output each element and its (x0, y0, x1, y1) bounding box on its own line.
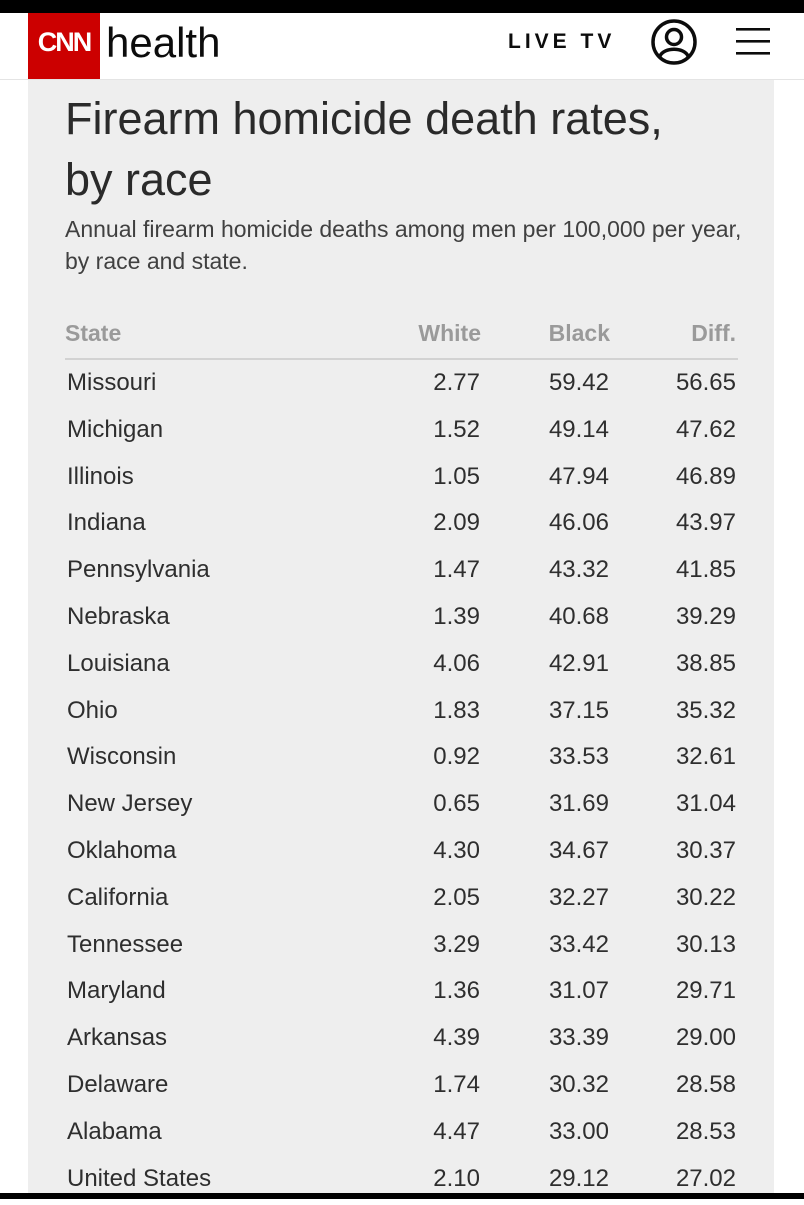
cell-black: 30.32 (548, 1070, 609, 1098)
cell-state: United States (67, 1164, 212, 1192)
cell-white: 2.77 (433, 369, 480, 396)
cell-state: Arkansas (67, 1024, 168, 1052)
cell-white: 1.52 (433, 415, 480, 443)
cell-state: Michigan (67, 415, 164, 443)
cell-black: 29.12 (548, 1164, 609, 1192)
cell-state: California (67, 883, 169, 911)
cell-black: 59.42 (548, 369, 609, 396)
table-row (65, 878, 738, 925)
cell-white: 1.47 (433, 556, 480, 584)
cell-state: Illinois (67, 462, 134, 490)
section-name[interactable]: health (106, 19, 221, 66)
cell-white: 1.74 (433, 1070, 480, 1098)
cell-state: Tennessee (67, 930, 184, 958)
cell-black: 32.27 (548, 883, 609, 911)
hamburger-menu-icon[interactable] (736, 26, 770, 56)
table-row (65, 691, 738, 738)
column-header-black[interactable]: Black (548, 320, 610, 346)
cell-white: 1.83 (433, 696, 480, 724)
cell-black: 33.53 (548, 743, 609, 771)
cell-diff: 38.85 (675, 649, 736, 677)
table-row (65, 831, 738, 878)
cell-white: 4.30 (433, 836, 480, 864)
article-title: Firearm homicide death rates, by race (65, 93, 663, 205)
cell-white: 2.05 (433, 883, 480, 911)
table-row (65, 737, 738, 784)
table-row (65, 644, 738, 691)
table-card (28, 80, 774, 1193)
table-row (65, 971, 738, 1018)
status-bar (0, 0, 804, 13)
cell-diff: 32.61 (675, 743, 736, 771)
cell-diff: 43.97 (675, 509, 736, 537)
table-row (65, 503, 738, 550)
cell-diff: 30.13 (675, 930, 736, 958)
cell-white: 1.05 (433, 462, 480, 490)
cell-diff: 56.65 (675, 369, 736, 396)
cell-state: Ohio (67, 696, 118, 724)
cell-state: Maryland (67, 977, 166, 1005)
cell-white: 4.47 (433, 1117, 480, 1145)
cell-black: 31.69 (548, 790, 609, 818)
cell-white: 4.39 (433, 1024, 480, 1052)
cell-white: 1.36 (433, 977, 480, 1005)
cell-state: Pennsylvania (67, 556, 210, 584)
cell-white: 2.09 (433, 509, 480, 537)
cell-black: 43.32 (548, 556, 609, 584)
table-row (65, 1112, 738, 1159)
live-tv-link[interactable]: LIVE TV (508, 30, 616, 53)
cell-white: 1.39 (433, 602, 480, 630)
cell-diff: 39.29 (675, 602, 736, 630)
cell-state: Oklahoma (67, 836, 177, 864)
cell-diff: 27.02 (675, 1164, 736, 1192)
article-subtitle: Annual firearm homicide deaths among men per 100,000 per year, by race and state. (65, 216, 742, 274)
cell-black: 40.68 (548, 602, 609, 630)
bottom-bar (0, 1193, 804, 1199)
table-row (65, 1018, 738, 1065)
table-row (65, 784, 738, 831)
cell-diff: 29.00 (675, 1024, 736, 1052)
cell-white: 3.29 (433, 930, 480, 958)
cell-diff: 41.85 (675, 556, 736, 584)
cell-state: Nebraska (67, 602, 170, 630)
cell-diff: 46.89 (675, 462, 736, 490)
cell-black: 47.94 (548, 462, 609, 490)
cell-diff: 31.04 (675, 790, 736, 818)
table-header (65, 320, 738, 360)
cell-diff: 30.37 (675, 836, 736, 864)
column-header-diff[interactable]: Diff. (691, 320, 736, 346)
cell-diff: 28.58 (675, 1070, 736, 1098)
cell-black: 49.14 (548, 415, 609, 443)
cell-diff: 28.53 (675, 1117, 736, 1145)
cell-state: New Jersey (67, 790, 193, 818)
cell-white: 2.10 (433, 1164, 480, 1192)
cell-black: 33.39 (548, 1024, 609, 1052)
table-row (65, 410, 738, 457)
cell-black: 37.15 (548, 696, 609, 724)
user-circle-icon[interactable] (650, 18, 698, 66)
cell-state: Indiana (67, 509, 146, 537)
cell-white: 0.92 (433, 743, 480, 771)
cell-state: Delaware (67, 1070, 169, 1098)
cell-black: 33.42 (548, 930, 609, 958)
table-row (65, 363, 738, 410)
cell-diff: 29.71 (675, 977, 736, 1005)
table-body (65, 363, 738, 1205)
column-header-state[interactable]: State (65, 320, 122, 346)
logo-text: CNN (37, 27, 91, 57)
table-row (65, 925, 738, 972)
cell-white: 4.06 (433, 649, 480, 677)
cell-white: 0.65 (433, 790, 480, 818)
cell-state: Louisiana (67, 649, 170, 677)
cell-diff: 47.62 (675, 415, 736, 443)
cell-black: 42.91 (548, 649, 609, 677)
cell-state: Alabama (67, 1117, 162, 1145)
table-row (65, 597, 738, 644)
cell-black: 34.67 (548, 836, 609, 864)
cell-black: 31.07 (548, 977, 609, 1005)
cell-black: 46.06 (548, 509, 609, 537)
cnn-logo[interactable] (28, 13, 100, 79)
cell-black: 33.00 (548, 1117, 609, 1145)
site-header (0, 13, 804, 80)
cell-state: Missouri (67, 369, 157, 396)
column-header-white[interactable]: White (418, 320, 481, 346)
table-row (65, 550, 738, 597)
cell-diff: 35.32 (675, 696, 736, 724)
cell-state: Wisconsin (67, 743, 177, 771)
table-row (65, 457, 738, 504)
table-row (65, 1065, 738, 1112)
cell-diff: 30.22 (675, 883, 736, 911)
